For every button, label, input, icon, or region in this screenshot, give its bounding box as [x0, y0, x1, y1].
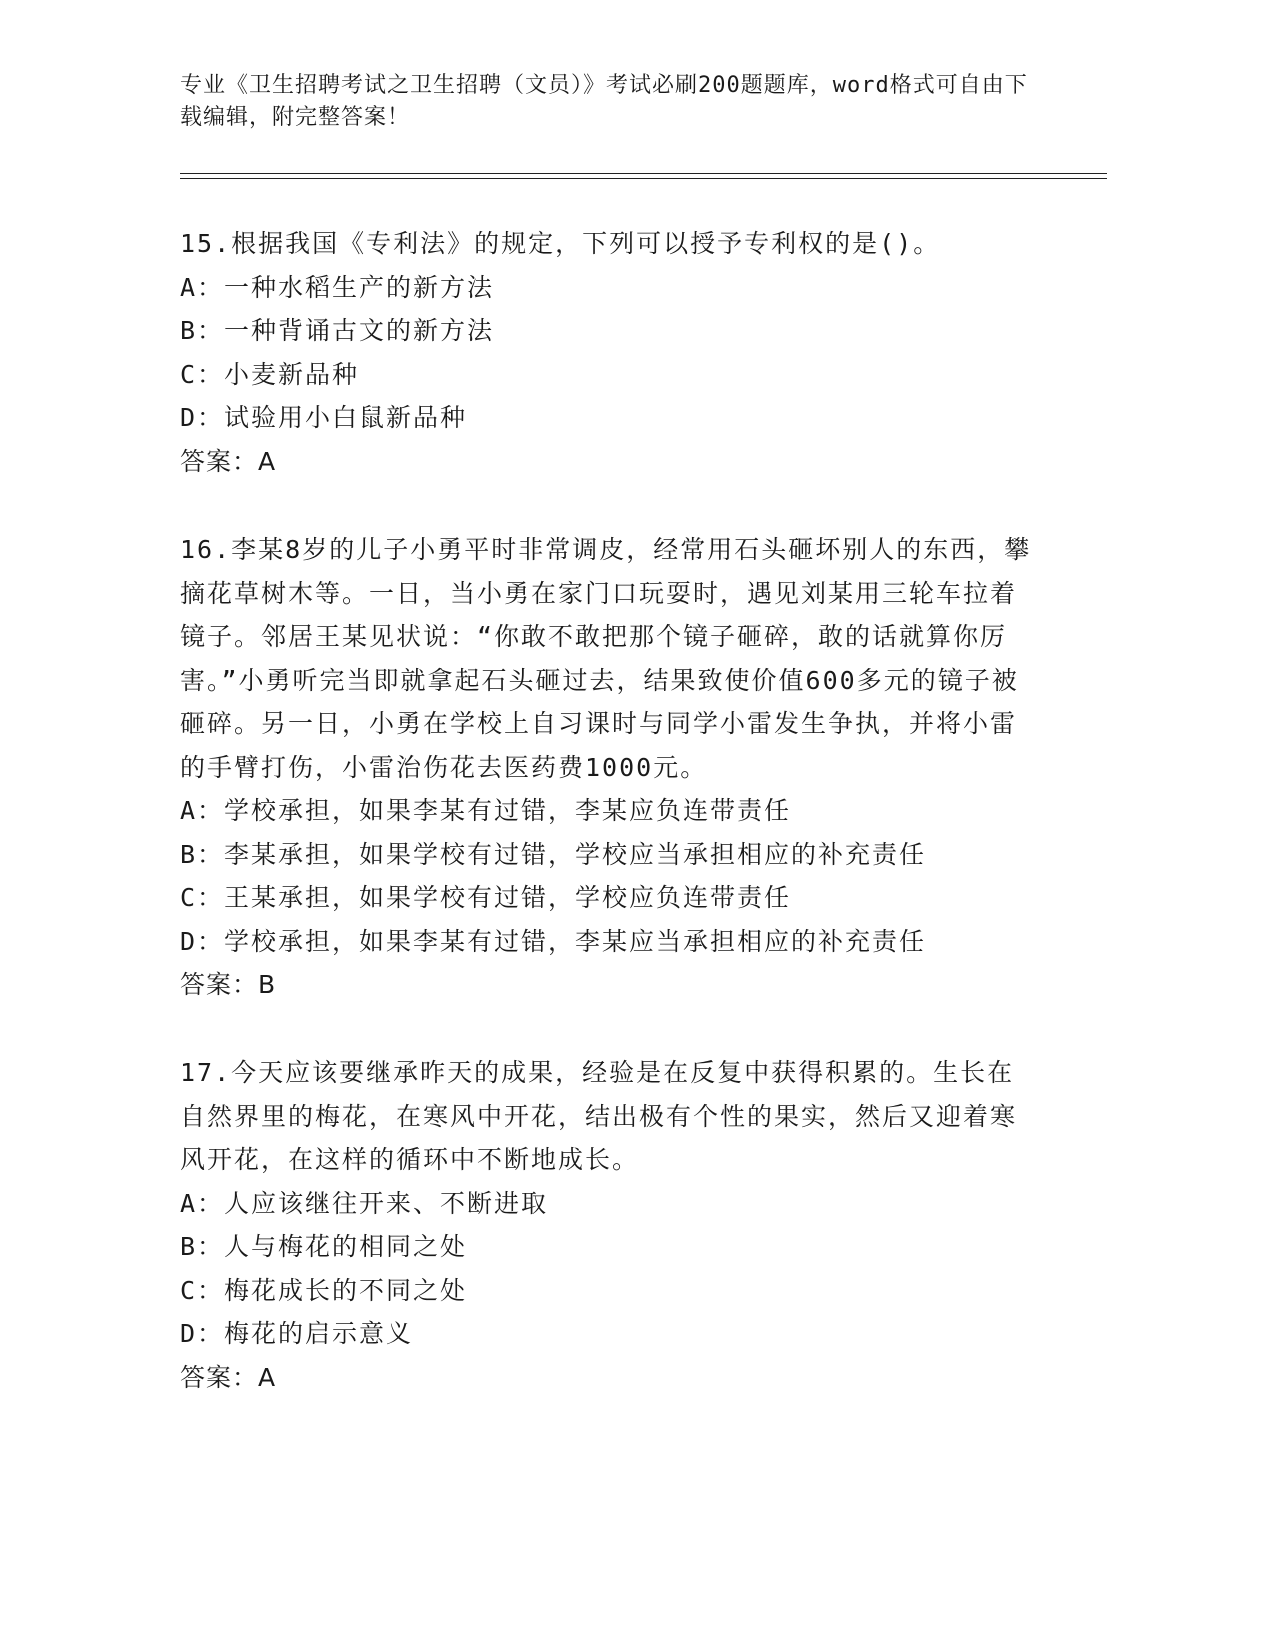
- option-c: C：小麦新品种: [180, 359, 360, 389]
- answer-line: 答案：B: [180, 970, 277, 999]
- option-b: B：李某承担，如果学校有过错，学校应当承担相应的补充责任: [180, 839, 927, 869]
- question-17: [180, 1051, 1040, 1399]
- document-header: 专业《卫生招聘考试之卫生招聘（文员）》考试必刷200题题库，word格式可自由下载编辑，附完整答案！: [180, 73, 1028, 130]
- header-rule-bottom: [180, 178, 1107, 179]
- option-a: A：一种水稻生产的新方法: [180, 272, 495, 302]
- option-c: C：王某承担，如果学校有过错，学校应负连带责任: [180, 883, 792, 912]
- option-b: B：人与梅花的相同之处: [180, 1232, 468, 1261]
- answer-line: 答案：A: [180, 1362, 277, 1392]
- answer-line: 答案：A: [180, 446, 277, 476]
- option-c: C：梅花成长的不同之处: [180, 1275, 468, 1305]
- question-stem: 17.今天应该要继承昨天的成果，经验是在反复中获得积累的。生长在自然界里的梅花，在寒风中开花，结出极有个性的果实，然后又迎着寒风开花，在这样的循环中不断地成长。: [180, 1058, 1018, 1174]
- question-15: [180, 222, 1040, 483]
- option-d: D：试验用小白鼠新品种: [180, 403, 468, 432]
- question-stem: 16.李某8岁的儿子小勇平时非常调皮，经常用石头砸坏别人的东西，攀摘花草树木等。一日，当小勇在家门口玩耍时，遇见刘某用三轮车拉着镜子。邻居王某见状说：“你敢不敢把那个镜子砸碎，敢的话就算你厉害。”小勇听完当即就拿起石头砸过去，结果致使价值600多元的镜子被砸碎。另一日，小勇在学校上自习课时与同学小雷发生争执，并将小雷的手臂打伤，小雷治伤花去医药费1000元。: [180, 535, 1032, 782]
- option-a: A：人应该继往开来、不断进取: [180, 1188, 549, 1218]
- option-b: B：一种背诵古文的新方法: [180, 316, 495, 345]
- option-d: D：梅花的启示意义: [180, 1319, 414, 1348]
- question-stem: 15.根据我国《专利法》的规定，下列可以授予专利权的是()。: [180, 229, 941, 258]
- option-a: A：学校承担，如果李某有过错，李某应负连带责任: [180, 796, 792, 825]
- option-d: D：学校承担，如果李某有过错，李某应当承担相应的补充责任: [180, 926, 927, 956]
- header-rule-top: [180, 173, 1107, 174]
- question-16: [180, 528, 1040, 1007]
